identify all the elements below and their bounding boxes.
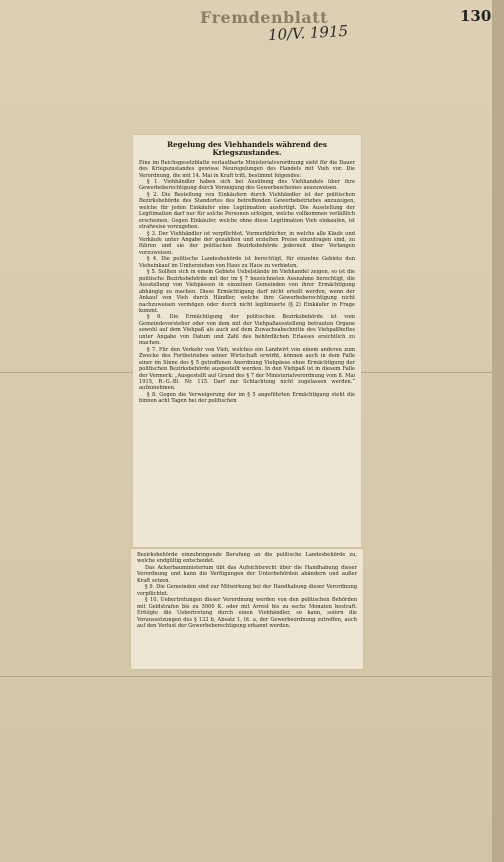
newspaper-clipping-continuation [131, 549, 363, 669]
article-paragraph: § 3. Der Viehhändler ist verpflichtet, Vormerkbücher, in welche alle Käufe und Verkäufe unter Angabe der gezahlten und erzielten Preise einzutragen sind, zu führen und sie der politischen Bezirksbehörde jederzeit über Verlangen vorzuweisen. [139, 230, 355, 256]
page-edge [492, 0, 504, 862]
newspaper-clipping-main [133, 135, 361, 547]
article-paragraph: § 8. Gegen die Verweigerung der im § 5 angeführten Ermächtigung steht die binnen acht Tagen bei der politischen [139, 391, 355, 405]
article-paragraph: § 5. Sollten sich in einem Gebiete Uebelstände im Viehhandel zeigen, so ist die politische Bezirksbehörde mit der im § 7 bezeichneten Ausnahme berechtigt, die Ausstellung von Viehpässen in einzelnen Gemeinden von ihrer Ermächtigung abhängig zu machen. Diese Ermächtigung darf nicht erteilt werden, wenn der Ankauf von Vieh durch Händler, welche ihre Gewerbeberechtigung nicht nachzuweisen vermögen oder durch nicht legitimierte (§ 2) Einkäufer in Frage kommt. [139, 269, 355, 315]
article-paragraph: § 4. Die politische Landesbehörde ist berechtigt, für einzelne Gebiete den Vieheinkauf im Umherziehen von Haus zu Haus zu verbieten. [139, 256, 355, 269]
article-paragraph: § 2. Die Bestellung von Einkäufern durch Viehhändler ist der politischen Bezirksbehörde des Standortes des betreffenden Gewerbebetriebes anzuzeigen, welche für jeden Einkäufer eine Legitimation ausfertigt. Die Ausstellung der Legitimation darf nur für solche Personen erfolgen, welche vollkommen verläßlich erscheinen. Gegen Einkäufer, welche ohne diese Legitimation Vieh einkaufen, ist strafweise vorzugehen. [139, 191, 355, 231]
article-paragraph: § 7. Für den Verkehr von Vieh, welches ein Landwirt von einem anderen zum Zwecke des Fortbetriebes seiner Wirtschaft erwirbt, können auch in dem Falle einer im Sinne des § 5 getroffenen Anordnung Viehpässe ohne Ermächtigung der politischen Bezirksbehörde ausgestellt werden. In den Viehpaß ist in diesem Falle der Vermerk: „Ausgestellt auf Grund des § 7 der Ministerialverordnung vom 8. Mai 1915, R.-G.-Bl. Nr. 115. Darf zur Schlachtung nicht zugelassen werden.“ aufzunehmen. [139, 346, 355, 392]
handwritten-date: 10/V. 1915 [267, 21, 349, 45]
article-paragraph: Eine im Reichsgesetzblatte verlautbarte Ministerialverordnung sieht für die Dauer des Kriegszustandes gewisse Neuregelungen des Handels mit Vieh vor. Die Verordnung, die mit 14. Mai in Kraft tritt, bestimmt folgendes: [139, 159, 355, 179]
article-paragraph: § 9. Die Gemeinden sind zur Mitwirkung bei der Handhabung dieser Verordnung verpflichtet. [137, 584, 357, 597]
article-paragraph: Bezirksbehörde einzubringende Berufung an die politische Landesbehörde zu, welche endgültig entscheidet. [137, 552, 357, 565]
article-paragraph: § 1. Viehhändler haben sich bei Ausübung des Viehhandels über ihre Gewerbeberechtigung durch Vorzeigung des Gewerbescheines auszuweisen. [139, 178, 355, 192]
article-paragraph: § 10. Uebertretungen dieser Verordnung werden von den politischen Behörden mit Geldstrafen bis zu 5000 K. oder mit Arrest bis zu sechs Monaten bestraft. Erfolgte die Uebertretung durch einen Viehhändler, so kann, sofern die Voraussetzungen des § 133 b, Absatz 1, lit. a, der Gewerbeordnung zutreffen, auch auf den Verlust der Gewerbeberechtigung erkannt werden. [137, 597, 357, 629]
fold-line [0, 676, 492, 677]
newspaper-name: Fremdenblatt [200, 8, 329, 27]
article-title: Regelung des Viehhandels während des Kriegszustandes. [167, 140, 327, 158]
page-number: 130 [460, 7, 492, 25]
article-paragraph: Das Ackerbauministerium übt das Aufsichtsrecht über die Handhabung dieser Verordnung und kann die Verfügungen der Unterbehörden abändern und außer Kraft setzen. [137, 564, 357, 584]
article-paragraph: § 6. Die Ermächtigung der politischen Bezirksbehörde ist vom Gemeindevorsteher oder von dem mit der Viehpaßausstellung betrauten Organe sowohl auf dem Viehpaß als auch auf dem Zuwachsabschnitte des Viehpaßheftes unter Angabe von Datum und Zahl des behördlichen Erlasses ersichtlich zu machen. [139, 314, 355, 347]
